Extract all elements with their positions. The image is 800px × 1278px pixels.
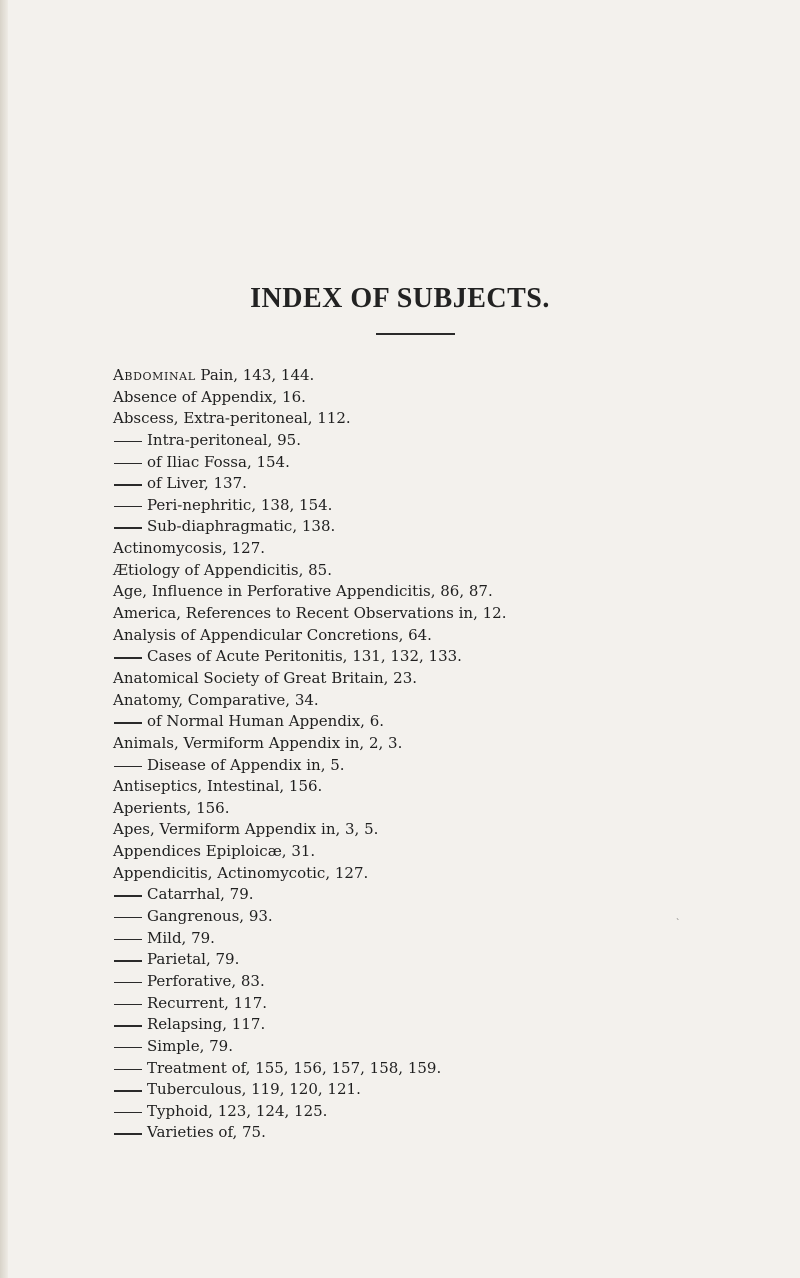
index-entry <box>113 690 783 712</box>
index-subentry <box>113 473 783 495</box>
index-subentry <box>113 884 783 906</box>
index-subentry <box>113 1122 783 1144</box>
entry-text: Appendices Epiploicæ, 31. <box>113 842 316 861</box>
index-entry <box>113 798 783 820</box>
entry-text: Animals, Vermiform Appendix in, 2, 3. <box>113 733 403 752</box>
entry-text: Mild, 79. <box>147 928 215 947</box>
index-subentry <box>113 928 783 950</box>
entry-text: America, References to Recent Observations in, 12. <box>113 604 507 623</box>
index-subentry <box>113 1014 783 1036</box>
index-entry <box>113 538 783 560</box>
ditto-dash <box>114 895 142 896</box>
index-entry <box>113 365 783 387</box>
entry-text: Disease of Appendix in, 5. <box>147 755 345 774</box>
ditto-dash <box>114 463 142 464</box>
entry-text: Gangrenous, 93. <box>147 907 273 926</box>
ditto-dash <box>114 766 142 767</box>
entry-text: Simple, 79. <box>147 1036 233 1055</box>
index-entry <box>113 603 783 625</box>
index-entry <box>113 776 783 798</box>
entry-text: Tuberculous, 119, 120, 121. <box>147 1080 361 1099</box>
entry-text: Perforative, 83. <box>147 971 265 990</box>
entry-text: Sub-diaphragmatic, 138. <box>147 517 336 536</box>
entry-text: Age, Influence in Perforative Appendicitis, 86, 87. <box>113 582 493 601</box>
ditto-dash <box>114 1069 142 1070</box>
ditto-dash <box>114 1133 142 1134</box>
index-subentry <box>113 495 783 517</box>
entry-text: Analysis of Appendicular Concretions, 64. <box>113 625 432 644</box>
ditto-dash <box>114 527 142 528</box>
entry-text: Catarrhal, 79. <box>147 885 254 904</box>
index-subentry <box>113 1079 783 1101</box>
entry-text: Relapsing, 117. <box>147 1015 266 1034</box>
index-entry <box>113 581 783 603</box>
index-subentry <box>113 949 783 971</box>
index-entry <box>113 625 783 647</box>
entry-text: Anatomical Society of Great Britain, 23. <box>113 668 418 687</box>
index-entry <box>113 819 783 841</box>
index-entry <box>113 863 783 885</box>
entry-text: of Liver, 137. <box>147 474 247 493</box>
index-entry <box>113 387 783 409</box>
index-entry <box>113 408 783 430</box>
entry-text: Ætiology of Appendicitis, 85. <box>113 560 332 579</box>
ditto-dash <box>114 1004 142 1005</box>
index-entry <box>113 733 783 755</box>
index-subentry <box>113 971 783 993</box>
entry-text: Cases of Acute Peritonitis, 131, 132, 133. <box>147 647 462 666</box>
entry-text: Absence of Appendix, 16. <box>113 387 306 406</box>
ditto-dash <box>114 917 142 918</box>
entry-text: of Iliac Fossa, 154. <box>147 452 290 471</box>
page-binding-edge <box>0 0 8 1278</box>
title-rule <box>376 333 455 335</box>
entry-text: Actinomycosis, 127. <box>113 539 266 558</box>
entry-text: Parietal, 79. <box>147 950 240 969</box>
entry-text: Recurrent, 117. <box>147 993 268 1012</box>
entry-text: Abscess, Extra-peritoneal, 112. <box>113 409 351 428</box>
ditto-dash <box>114 982 142 983</box>
ditto-dash <box>114 1025 142 1026</box>
index-entry <box>113 841 783 863</box>
index-entry-list <box>113 365 783 1144</box>
entry-text: Anatomy, Comparative, 34. <box>113 690 319 709</box>
ditto-dash <box>114 960 142 961</box>
entry-text: of Normal Human Appendix, 6. <box>147 712 385 731</box>
index-subentry <box>113 906 783 928</box>
ditto-dash <box>114 722 142 723</box>
entry-text: Treatment of, 155, 156, 157, 158, 159. <box>147 1058 442 1077</box>
entry-text: Appendicitis, Actinomycotic, 127. <box>113 863 369 882</box>
entry-text: Peri-nephritic, 138, 154. <box>147 495 333 514</box>
index-subentry <box>113 993 783 1015</box>
index-subentry <box>113 1101 783 1123</box>
entry-text: Aperients, 156. <box>113 798 230 817</box>
page-title: INDEX OF SUBJECTS. <box>250 283 550 314</box>
print-speck: ˴ <box>676 913 680 924</box>
index-subentry <box>113 1036 783 1058</box>
index-entry <box>113 560 783 582</box>
index-subentry <box>113 646 783 668</box>
entry-text: Varieties of, 75. <box>147 1123 266 1142</box>
ditto-dash <box>114 506 142 507</box>
entry-text: Abdominal Pain, 143, 144. <box>113 366 315 384</box>
ditto-dash <box>114 1047 142 1048</box>
entry-text: Apes, Vermiform Appendix in, 3, 5. <box>113 820 379 839</box>
ditto-dash <box>114 1112 142 1113</box>
ditto-dash <box>114 441 142 442</box>
index-subentry <box>113 516 783 538</box>
entry-text: Typhoid, 123, 124, 125. <box>147 1101 328 1120</box>
index-subentry <box>113 711 783 733</box>
index-subentry <box>113 430 783 452</box>
index-subentry <box>113 755 783 777</box>
index-subentry <box>113 1058 783 1080</box>
entry-text: Intra-peritoneal, 95. <box>147 430 301 449</box>
ditto-dash <box>114 657 142 658</box>
index-entry <box>113 668 783 690</box>
entry-text: Antiseptics, Intestinal, 156. <box>113 777 323 796</box>
ditto-dash <box>114 484 142 485</box>
index-subentry <box>113 452 783 474</box>
ditto-dash <box>114 939 142 940</box>
ditto-dash <box>114 1090 142 1091</box>
